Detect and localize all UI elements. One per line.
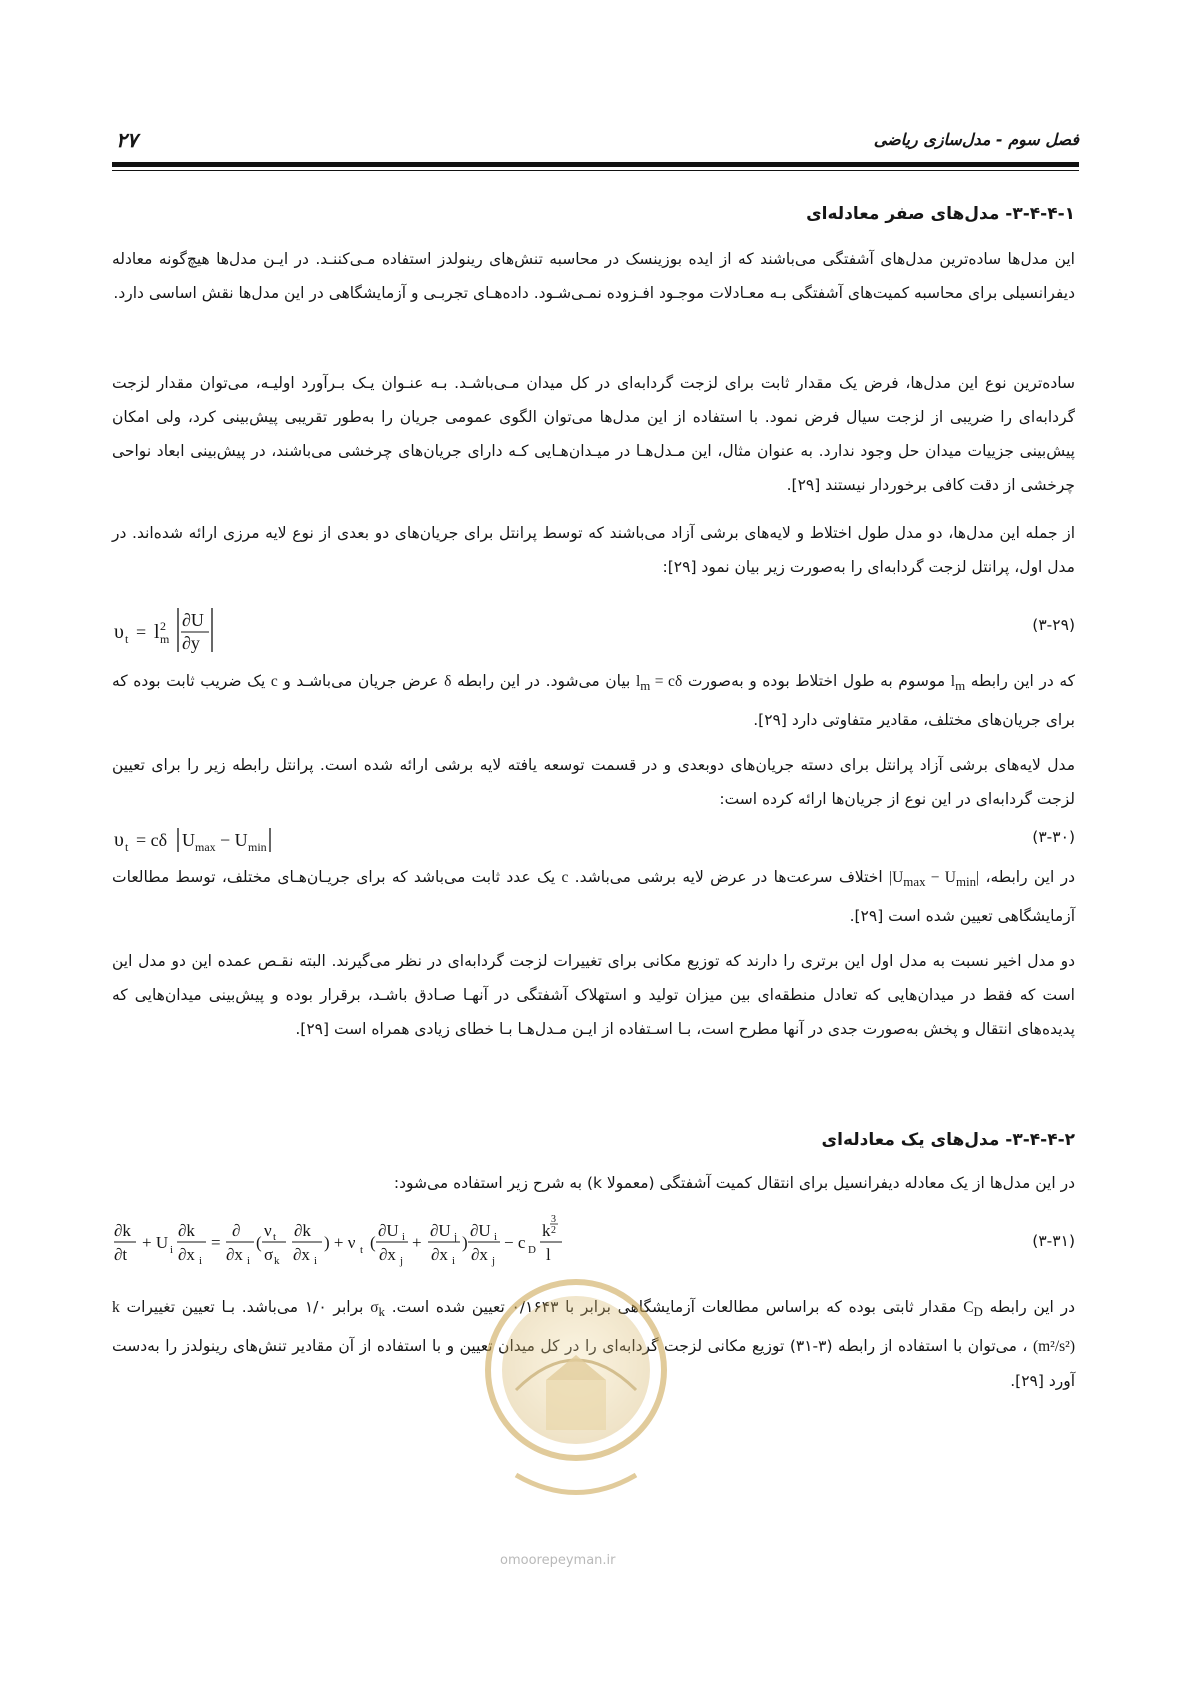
paragraph-1: این مدل‌ها ساده‌ترین مدل‌های آشفتگی می‌باشند که از ایده بوزینسک در محاسبه تنش‌های رینولدز استفاده مـی‌کننـد. در ایـن مدل‌ها هیچ‌گونه معادله دیفرانسیلی برای محاسبه کمیت‌های آشفتگی بـه معـادلات موجـود افـزوده نمـی‌شـود. داده‌هـای تجربـی و آزمایشگاهی در این مدل‌ها نقش اساسی دارد. <box>112 250 1075 302</box>
equation-31-number: (۳-۳۱) <box>1032 1232 1075 1250</box>
svg-text:i: i <box>402 1231 406 1243</box>
svg-text:t: t <box>273 1231 277 1243</box>
svg-text:j: j <box>454 1231 458 1243</box>
svg-text:k: k <box>542 1221 551 1240</box>
svg-text:=: = <box>136 622 147 642</box>
svg-text:i: i <box>170 1244 174 1256</box>
header-rule-thick <box>112 162 1079 167</box>
svg-text:∂U: ∂U <box>430 1221 451 1240</box>
svg-text:min: min <box>248 840 267 854</box>
math-k-units: k (m²/s²) <box>112 1299 1075 1356</box>
svg-text:m: m <box>160 632 170 646</box>
paragraph-5: مدل لایه‌های برشی آزاد پرانتل برای دسته جریان‌های دوبعدی و در قسمت توسعه یافته لایه برشی ارائه شده است. پرانتل رابطه زیر را برای تعیین لزجت گردابه‌ای در این نوع از جریان‌ها ارائه کرده است: <box>112 756 1075 808</box>
svg-text:l: l <box>546 1245 551 1264</box>
page-header <box>112 128 1079 156</box>
svg-text:∂x: ∂x <box>471 1245 488 1264</box>
svg-text:∂U: ∂U <box>182 610 204 630</box>
svg-text:2: 2 <box>551 1225 556 1236</box>
math-c: c <box>270 673 278 690</box>
watermark-seal-icon <box>476 1270 676 1510</box>
svg-text:j: j <box>400 1255 404 1267</box>
svg-text:+: + <box>412 1233 422 1252</box>
svg-text:t: t <box>360 1244 364 1256</box>
math-lm-equals-cdelta: $l_m = c\delta$ <box>635 673 683 694</box>
svg-text:∂x: ∂x <box>293 1245 310 1264</box>
equation-29 <box>112 606 1075 653</box>
equation-29-number: (۳-۲۹) <box>1032 616 1075 634</box>
svg-text:): ) <box>462 1233 468 1252</box>
svg-text:U: U <box>182 830 195 850</box>
section-heading-one-equation: ۳-۴-۴-۲- مدل‌های یک معادله‌ای <box>821 1130 1075 1150</box>
svg-text:∂U: ∂U <box>378 1221 399 1240</box>
svg-text:2: 2 <box>160 619 166 633</box>
svg-text:+ U: + U <box>142 1233 169 1252</box>
svg-text:3: 3 <box>551 1214 556 1225</box>
math-umax-umin: $|U_{max} - U_{min}|$ <box>889 869 980 890</box>
svg-text:i: i <box>199 1255 203 1267</box>
section-heading-zero-equation: ۳-۴-۴-۱- مدل‌های صفر معادله‌ای <box>806 204 1075 224</box>
svg-text:υ: υ <box>114 829 124 851</box>
svg-text:k: k <box>274 1255 280 1267</box>
svg-text:υ: υ <box>114 621 124 643</box>
paragraph-2: ساده‌ترین نوع این مدل‌ها، فرض یک مقدار ثابت برای لزجت گردابه‌ای در کل میدان مـی‌باشـد. بـه عنـوان یـک بـرآورد اولیـه، می‌توان مقدار لزجت گردابه‌ای را ضریبی از لزجت سیال فرض نمود. با استفاده از این مدل‌ها می‌توان الگوی عمومی جریان را به‌طور تقریبی پیش‌بینی کرد، ولی امکان پیش‌بینی جزییات میدان حل وجود ندارد. به عنوان مثال، این مـدل‌هـا در میـدان‌هـایی کـه دارای جریان‌های چرخشی می‌باشند، در پیش‌بینی ابعاد نواحی چرخشی از دقت کافی برخوردار نیستند [۲۹]. <box>112 374 1075 494</box>
svg-text:∂t: ∂t <box>114 1245 128 1264</box>
page-number: ۲۷ <box>116 128 138 152</box>
svg-text:− U: − U <box>220 830 248 850</box>
svg-text:∂x: ∂x <box>178 1245 195 1264</box>
svg-text:j: j <box>492 1255 496 1267</box>
svg-text:∂k: ∂k <box>114 1221 131 1240</box>
svg-text:(: ( <box>370 1233 376 1252</box>
svg-text:t: t <box>125 840 129 854</box>
svg-text:∂U: ∂U <box>470 1221 491 1240</box>
paragraph-8: در این مدل‌ها از یک معادله دیفرانسیل برای انتقال کمیت آشفتگی (معمولا k) به شرح زیر استفاده می‌شود: <box>393 1174 1075 1192</box>
svg-text:D: D <box>528 1244 536 1256</box>
svg-text:∂k: ∂k <box>178 1221 195 1240</box>
svg-text:ν: ν <box>264 1221 272 1240</box>
svg-text:∂x: ∂x <box>379 1245 396 1264</box>
equation-29-body <box>114 606 234 659</box>
svg-text:i: i <box>314 1255 318 1267</box>
paragraph-6: در این رابطه، $|U_{max} - U_{min}|$ اختلاف سرعت‌ها در عرض لایه برشی می‌باشد. c یک عدد ثابت می‌باشد که برای جریـان‌هـای مختلف، توسط مطالعات آزمایشگاهی تعیین شده است [۲۹]. <box>112 868 1075 926</box>
svg-text:l: l <box>154 621 160 643</box>
chapter-title: فصل سوم - مدل‌سازی ریاضی <box>873 130 1079 149</box>
svg-text:t: t <box>125 632 129 646</box>
equation-30-body <box>114 818 334 863</box>
header-rule-thin <box>112 170 1079 171</box>
svg-text:i: i <box>247 1255 251 1267</box>
svg-text:max: max <box>195 840 216 854</box>
svg-text:∂x: ∂x <box>226 1245 243 1264</box>
svg-text:=: = <box>211 1233 221 1252</box>
equation-31 <box>112 1212 1075 1274</box>
svg-text:∂: ∂ <box>232 1221 241 1240</box>
watermark-url: omoorepeyman.ir <box>500 1553 616 1568</box>
math-delta: δ <box>444 673 452 690</box>
math-lm: $l_m$ <box>950 673 966 694</box>
svg-text:i: i <box>494 1231 498 1243</box>
svg-text:∂k: ∂k <box>294 1221 311 1240</box>
equation-30 <box>112 818 1075 858</box>
equation-30-number: (۳-۳۰) <box>1032 828 1075 846</box>
math-cd: $C_D$ <box>963 1299 983 1320</box>
svg-text:∂y: ∂y <box>182 633 200 653</box>
paragraph-4: که در این رابطه $l_m$ موسوم به طول اختلاط بوده و به‌صورت $l_m = c\delta$ بیان می‌شود. در این رابطه δ عرض جریان می‌باشـد و c یک ضریب ثابت بوده که برای جریان‌های مختلف، مقادیر متفاوتی دارد [۲۹]. <box>112 672 1076 730</box>
svg-text:= cδ: = cδ <box>136 830 168 850</box>
paragraph-3: از جمله این مدل‌ها، دو مدل طول اختلاط و لایه‌های برشی آزاد می‌باشند که توسط پرانتل برای جریان‌های دو بعدی از نوع لایه مرزی ارائه شده‌اند. در مدل اول، پرانتل لزجت گردابه‌ای را به‌صورت زیر بیان نمود [۲۹]: <box>112 524 1075 576</box>
svg-text:∂x: ∂x <box>431 1245 448 1264</box>
svg-text:σ: σ <box>264 1245 274 1264</box>
paragraph-9: در این رابطه $C_D$ مقدار ثابتی بوده که براساس مطالعات آزمایشگاهی برابر با ۰/۱۶۴۳ تعیین شده است. $\sigma_k$ برابر ۱/۰ می‌باشد. بـا تعیین تغییرات k (m²/s²) ، می‌توان با استفاده از رابطه (۳-۳۱) توزیع مکانی لزجت گردابه‌ای را در کل میدان تعیین و با استفاده از آن مقادیر تنش‌های رینولدز را به‌دست آورد [۲۹]. <box>112 1298 1075 1391</box>
svg-text:(: ( <box>256 1233 262 1252</box>
math-sigma-k: $\sigma_k$ <box>370 1299 385 1320</box>
svg-text:− c: − c <box>504 1233 526 1252</box>
paragraph-7: دو مدل اخیر نسبت به مدل اول این برتری را دارند که توزیع مکانی برای تغییرات لزجت گردابه‌ای در نظر می‌گیرند. البته نقـص عمده این دو مدل این است که فقط در میدان‌هایی که تعادل منطقه‌ای بین میزان تولید و استهلاک آشفتگی در آنهـا صـادق باشـد، برقرار بوده و پیش‌بینی میدان‌هایی که پدیده‌های انتقال و پخش به‌صورت جدی در آنها مطرح است، بـا اسـتفاده از ایـن مـدل‌هـا بـا خطای زیادی همراه است [۲۹]. <box>112 952 1075 1038</box>
svg-text:i: i <box>452 1255 456 1267</box>
svg-text:) + ν: ) + ν <box>324 1233 356 1252</box>
